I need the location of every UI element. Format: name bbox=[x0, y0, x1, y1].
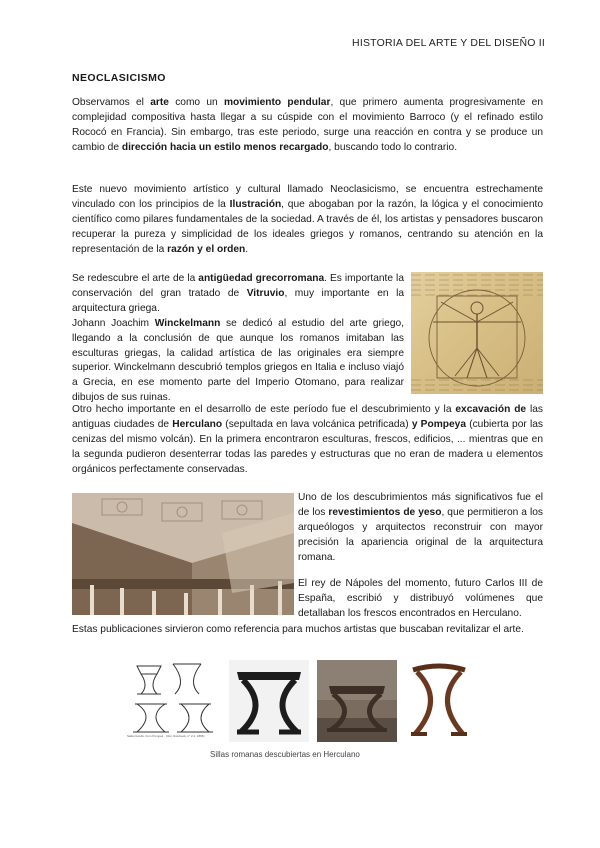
paragraph-winckelmann: Se redescubre el arte de la antigüedad grecorromana. Es importante la conservación del gran tratado de Vitruvio, muy importante en la arquitectura griega. Johann Joachim Winckelmann se dedicó al estudio del arte griego, llegando a la conclusión de que aunque los romanos imitaban las esculturas griegas, la calidad artística de las originales era siempre superior. Winckelmann descubrió templos griegos en Italia e incluso viajó a Grecia, en ese momento parte del Imperio Otomano, para realizar dibujos de sus ruinas. bbox=[72, 273, 404, 404]
chair-sketch-image bbox=[127, 660, 219, 742]
sketch-caption: Sella Curulis, from Pompeii · (Von Overbeck, nº 2.2, 1866) bbox=[127, 735, 205, 738]
paragraph-excavaciones: Otro hecho importante en el desarrollo de este período fue el descubrimiento y la excavación de las antiguas ciudades de Herculano (sepultada en lava volcánica petrificada) y Pompeya (cubierta por las cenizas del mismo volcán). En la primera encontraron esculturas, frescos, edificios, ... mientras que en la segunda pudieron desenterrar todas las paredes y estructuras que no eran de madera u elementos orgánicos perfectamente conservadas. bbox=[72, 404, 543, 475]
chairs-caption: Sillas romanas descubiertas en Herculano bbox=[210, 750, 360, 759]
section-title: NEOCLASICISMO bbox=[72, 72, 166, 84]
page-header: HISTORIA DEL ARTE Y DEL DISEÑO II bbox=[352, 37, 545, 49]
chair-black-image bbox=[229, 660, 309, 742]
paragraph-carlos-iii: El rey de Nápoles del momento, futuro Carlos III de España, escribió y distribuyó volúmenes que detallaban los frescos encontrados en Herculano. bbox=[298, 578, 543, 619]
paragraph-publicaciones: Estas publicaciones sirvieron como referencia para muchos artistas que buscaban revitalizar el arte. bbox=[72, 624, 524, 635]
paragraph-revestimientos: Uno de los descubrimientos más significativos fue el de los revestimientos de yeso, que permitieron a los arqueólogos y arquitectos reconstruir con mayor precisión la apariencia original de la arquitectura romana. bbox=[298, 492, 543, 563]
roman-chairs-figure bbox=[121, 660, 473, 760]
vitruvian-man-image bbox=[411, 272, 543, 394]
herculaneum-interior-image bbox=[72, 493, 294, 615]
chair-museum-image bbox=[317, 660, 397, 742]
chair-wood-image bbox=[405, 660, 473, 742]
paragraph-ilustracion: Este nuevo movimiento artístico y cultural llamado Neoclasicismo, se encuentra estrechamente vinculado con los principios de la Ilustración, que abogaban por la razón, la lógica y el conocimiento científico como pilares fundamentales de la sociedad. A través de él, los artistas y pensadores buscaron recuperar la pureza y simplicidad de los ideales griegos y romanos, centrando su atención en la representación de la razón y el orden. bbox=[72, 184, 543, 255]
paragraph-intro: Observamos el arte como un movimiento pendular, que primero aumenta progresivamente en complejidad compositiva hasta llegar a su cúspide con el movimiento Barroco (y el refinado estilo Rococó en Francia). Sin embargo, tras este periodo, surge una reacción en contra y se produce un cambio de dirección hacia un estilo menos recargado, buscando todo lo contrario. bbox=[72, 97, 543, 153]
